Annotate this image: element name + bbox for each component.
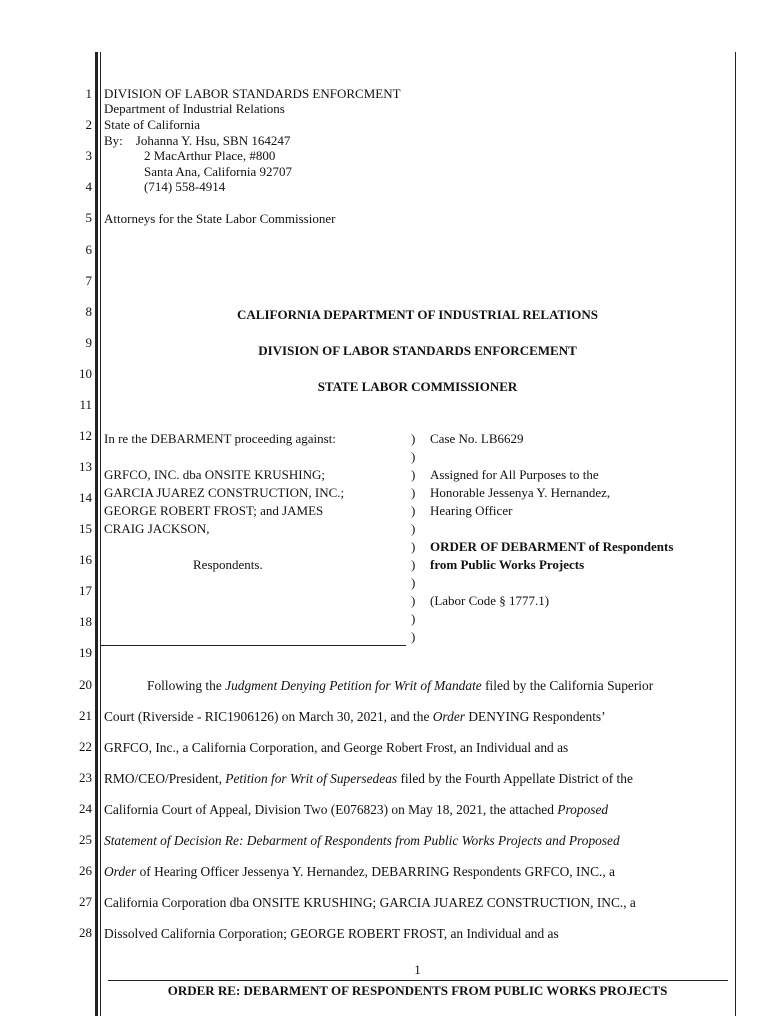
line-number: 1 bbox=[85, 86, 92, 101]
line-number: 8 bbox=[85, 304, 92, 319]
line-number: 14 bbox=[79, 490, 92, 505]
caption-paren: ) bbox=[411, 449, 416, 464]
heading-division: DIVISION OF LABOR STANDARDS ENFORCEMENT bbox=[258, 343, 577, 358]
caption-paren: ) bbox=[411, 611, 416, 626]
caption-party4: CRAIG JACKSON, bbox=[104, 521, 210, 536]
body-line-24: California Court of Appeal, Division Two (E076823) on May 18, 2021, the attached Proposed bbox=[104, 802, 609, 817]
line-number: 3 bbox=[85, 148, 92, 163]
line-number: 25 bbox=[79, 832, 92, 847]
line-number: 18 bbox=[79, 614, 92, 629]
caption-party2: GARCIA JUAREZ CONSTRUCTION, INC.; bbox=[104, 485, 345, 500]
line-number: 13 bbox=[79, 459, 92, 474]
line-number: 24 bbox=[79, 801, 92, 816]
attorney-name: By: Johanna Y. Hsu, SBN 164247 bbox=[104, 133, 291, 148]
order-title-line2: from Public Works Projects bbox=[430, 557, 585, 572]
caption-paren: ) bbox=[411, 575, 416, 590]
body-line-20: Following the Judgment Denying Petition for Writ of Mandate filed by the California Superior bbox=[147, 678, 654, 693]
order-title-line1: ORDER OF DEBARMENT of Respondents bbox=[430, 539, 674, 554]
line-number: 9 bbox=[85, 335, 92, 350]
assignment-line1: Assigned for All Purposes to the bbox=[430, 467, 599, 482]
caption-rule bbox=[100, 645, 406, 646]
body-line-22: GRFCO, Inc., a California Corporation, and George Robert Frost, an Individual and as bbox=[104, 740, 569, 755]
left-margin-rule bbox=[95, 52, 98, 1016]
caption-paren: ) bbox=[411, 629, 416, 644]
heading-commissioner: STATE LABOR COMMISSIONER bbox=[317, 379, 518, 394]
line-number: 10 bbox=[79, 366, 92, 381]
page-number: 1 bbox=[414, 962, 421, 977]
assignment-line2: Honorable Jessenya Y. Hernandez, bbox=[430, 485, 611, 500]
body-line-23: RMO/CEO/President, Petition for Writ of Supersedeas filed by the Fourth Appellate District of the bbox=[104, 771, 633, 786]
caption-paren: ) bbox=[411, 431, 416, 446]
line-number: 4 bbox=[85, 179, 92, 194]
line-number: 20 bbox=[79, 677, 92, 692]
attorney-agency: DIVISION OF LABOR STANDARDS ENFORCMENT bbox=[104, 86, 401, 101]
attorney-state: State of California bbox=[104, 117, 201, 132]
caption-paren: ) bbox=[411, 467, 416, 482]
line-number: 22 bbox=[79, 739, 92, 754]
line-number: 27 bbox=[79, 894, 92, 909]
attorney-address2: Santa Ana, California 92707 bbox=[144, 164, 293, 179]
caption-party3: GEORGE ROBERT FROST; and JAMES bbox=[104, 503, 324, 518]
caption-respondents: Respondents. bbox=[193, 557, 263, 572]
body-line-27: California Corporation dba ONSITE KRUSHING; GARCIA JUAREZ CONSTRUCTION, INC., a bbox=[104, 895, 636, 910]
caption-paren: ) bbox=[411, 539, 416, 554]
assignment-line3: Hearing Officer bbox=[430, 503, 513, 518]
line-number: 21 bbox=[79, 708, 92, 723]
body-line-21: Court (Riverside - RIC1906126) on March 30, 2021, and the Order DENYING Respondents’ bbox=[104, 709, 606, 724]
caption-paren: ) bbox=[411, 503, 416, 518]
attorney-role: Attorneys for the State Labor Commissioner bbox=[104, 211, 336, 226]
caption-party1: GRFCO, INC. dba ONSITE KRUSHING; bbox=[104, 467, 326, 482]
body-line-25: Statement of Decision Re: Debarment of Respondents from Public Works Projects and Proposed bbox=[104, 833, 620, 848]
line-number: 12 bbox=[79, 428, 92, 443]
caption-paren: ) bbox=[411, 485, 416, 500]
line-number: 23 bbox=[79, 770, 92, 785]
attorney-phone: (714) 558-4914 bbox=[144, 179, 226, 194]
line-number: 7 bbox=[85, 273, 92, 288]
line-number: 6 bbox=[85, 242, 92, 257]
heading-department: CALIFORNIA DEPARTMENT OF INDUSTRIAL RELATIONS bbox=[237, 307, 598, 322]
case-number: Case No. LB6629 bbox=[430, 431, 524, 446]
line-number: 17 bbox=[79, 583, 92, 598]
footer-rule bbox=[108, 980, 728, 981]
labor-code: (Labor Code § 1777.1) bbox=[430, 593, 550, 608]
line-number: 16 bbox=[79, 552, 92, 567]
caption-paren: ) bbox=[411, 557, 416, 572]
attorney-address1: 2 MacArthur Place, #800 bbox=[144, 148, 276, 163]
body-line-26: Order of Hearing Officer Jessenya Y. Hernandez, DEBARRING Respondents GRFCO, INC., a bbox=[104, 864, 615, 879]
caption-intro: In re the DEBARMENT proceeding against: bbox=[104, 431, 336, 446]
attorney-department: Department of Industrial Relations bbox=[104, 101, 285, 116]
line-number: 2 bbox=[85, 117, 92, 132]
footer-title: ORDER RE: DEBARMENT OF RESPONDENTS FROM PUBLIC WORKS PROJECTS bbox=[167, 983, 668, 998]
line-number: 26 bbox=[79, 863, 92, 878]
right-margin-rule bbox=[735, 52, 736, 1016]
line-number: 19 bbox=[79, 645, 92, 660]
line-number: 11 bbox=[79, 397, 92, 412]
caption-paren: ) bbox=[411, 593, 416, 608]
line-number: 15 bbox=[79, 521, 92, 536]
left-margin-rule-inner bbox=[100, 52, 101, 1016]
body-line-28: Dissolved California Corporation; GEORGE ROBERT FROST, an Individual and as bbox=[104, 926, 559, 941]
line-number: 28 bbox=[79, 925, 92, 940]
line-number: 5 bbox=[85, 210, 92, 225]
caption-paren: ) bbox=[411, 521, 416, 536]
